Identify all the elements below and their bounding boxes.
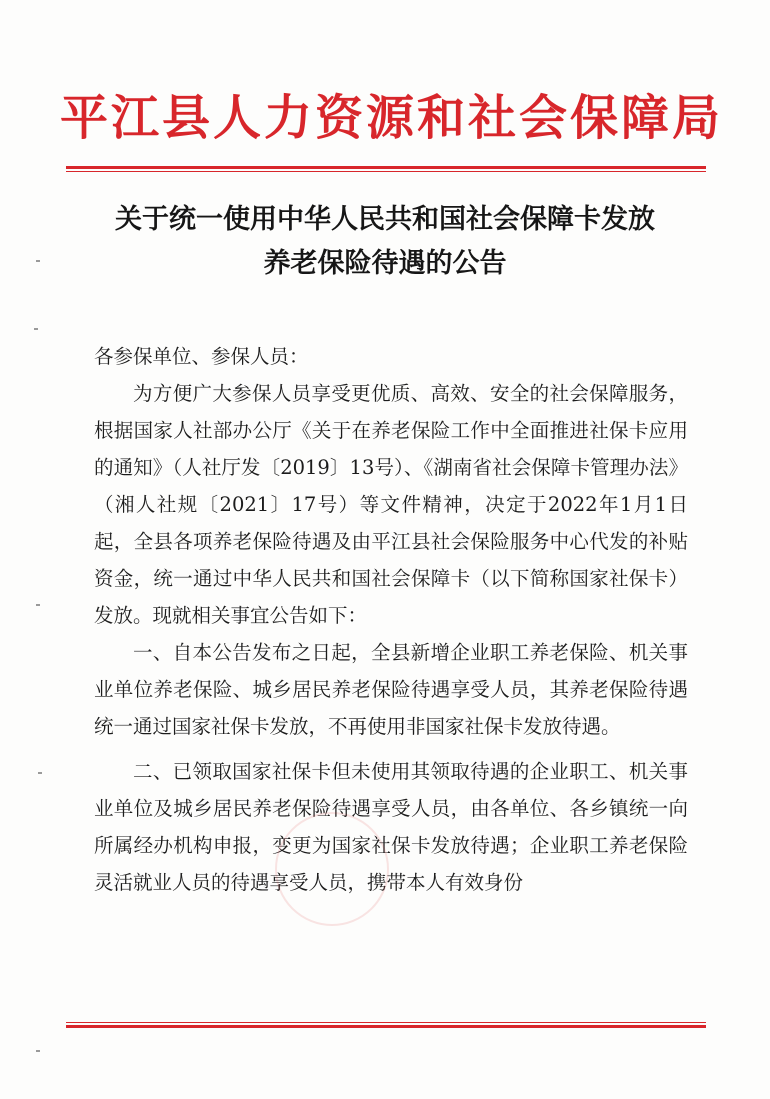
margin-scan-mark xyxy=(36,604,40,606)
notice-title-line-1: 关于统一使用中华人民共和国社会保障卡发放 xyxy=(115,204,655,235)
letterhead-red-rule-thin xyxy=(66,171,706,172)
notice-salutation: 各参保单位、参保人员： xyxy=(94,345,309,368)
letterhead-red-rule-thick xyxy=(66,166,706,169)
margin-scan-mark xyxy=(38,772,42,774)
margin-scan-mark xyxy=(34,328,38,330)
margin-scan-mark xyxy=(36,1050,40,1052)
notice-title-line-2: 养老保险待遇的公告 xyxy=(263,248,507,279)
notice-paragraph-item-2: 二、已领取国家社保卡但未使用其领取待遇的企业职工、机关事业单位及城乡居民养老保险待遇享受人员，由各单位、各乡镇统一向所属经办机构申报，变更为国家社保卡发放待遇；企业职工养老保险灵活就业人员的待遇享受人员，携带本人有效身份 xyxy=(94,760,688,894)
notice-paragraph-item-1: 一、自本公告发布之日起，全县新增企业职工养老保险、机关事业单位养老保险、城乡居民养老保险待遇享受人员，其养老保险待遇统一通过国家社保卡发放，不再使用非国家社保卡发放待遇。 xyxy=(94,641,688,738)
footer-red-rule-thick xyxy=(66,1025,706,1028)
letterhead-org-name: 平江县人力资源和社会保障局 xyxy=(60,90,724,146)
notice-paragraph-intro: 为方便广大参保人员享受更优质、高效、安全的社会保障服务，根据国家人社部办公厅《关于在养老保险工作中全面推进社保卡应用的通知》（人社厅发〔2019〕13号）、《湖南省社会保障卡管理办法》（湘人社规〔2021〕17号）等文件精神，决定于2022年1月1日起，全县各项养老保险待遇及由平江县社会保险服务中心代发的补贴资金，统一通过中华人民共和国社会保障卡（以下简称国家社保卡）发放。现就相关事宜公告如下： xyxy=(94,382,688,627)
notice-body xyxy=(94,338,688,901)
footer-red-rule-thin xyxy=(66,1022,706,1023)
margin-scan-mark xyxy=(36,260,40,262)
